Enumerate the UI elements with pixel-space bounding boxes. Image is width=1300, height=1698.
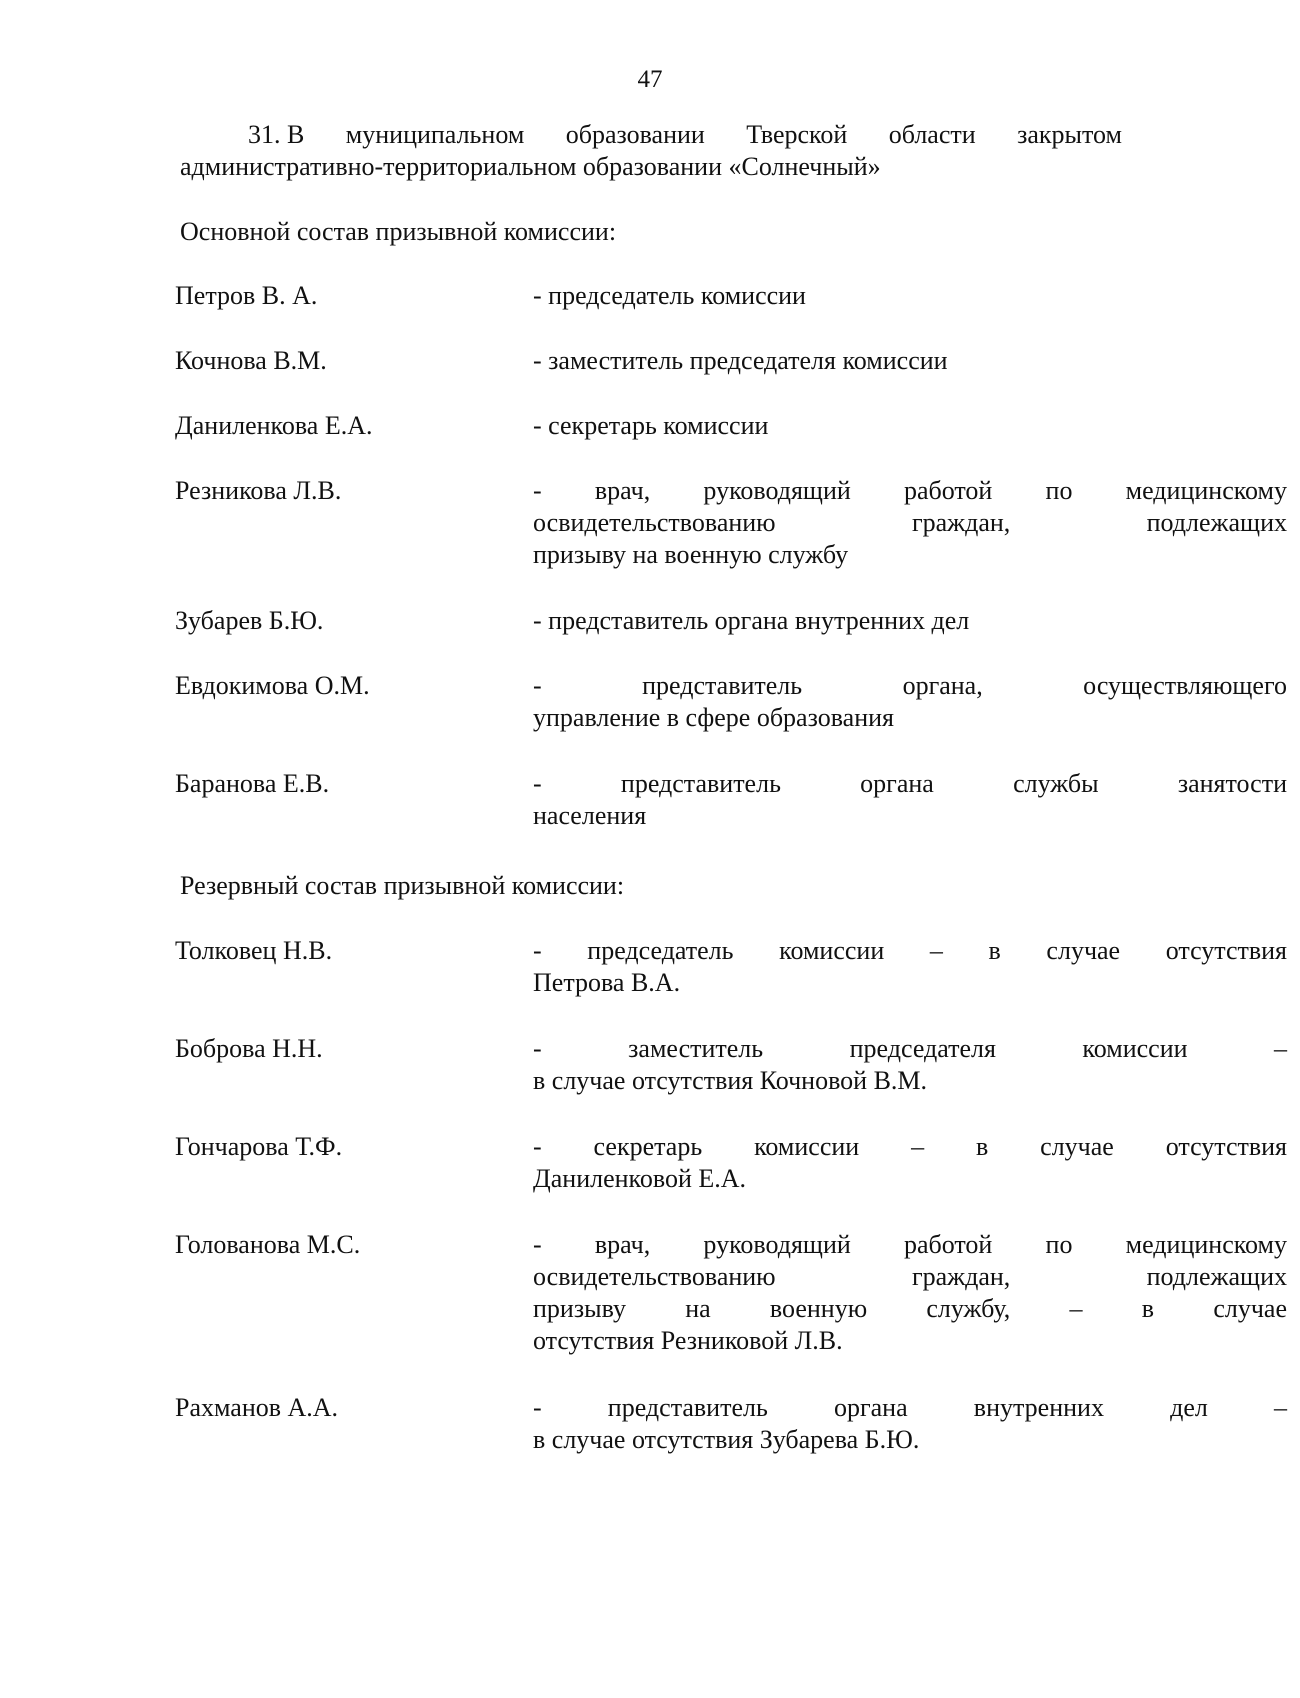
heading-word: муниципальном <box>345 120 525 149</box>
member-role-line: призыву на военную службу, – в случае <box>533 1294 1287 1323</box>
member-role <box>533 1033 1287 1097</box>
section-heading <box>180 119 1122 183</box>
member-role-line: населения <box>533 801 647 830</box>
member-name: Евдокимова О.М. <box>175 671 370 700</box>
member-name: Гончарова Т.Ф. <box>175 1132 343 1161</box>
member-role-line: - представитель органа внутренних дел – <box>533 1393 1287 1422</box>
member-name: Даниленкова Е.А. <box>175 411 373 440</box>
member-role-line: - секретарь комиссии <box>533 411 769 440</box>
member-name: Петров В. А. <box>175 281 318 310</box>
member-role <box>533 605 1287 637</box>
member-role <box>533 345 1287 377</box>
member-role-line: освидетельствованию граждан, подлежащих <box>533 1262 1287 1291</box>
heading-word: закрытом <box>1017 120 1122 149</box>
member-name: Голованова М.С. <box>175 1230 361 1259</box>
member-role <box>533 475 1287 571</box>
member-role <box>533 280 1287 312</box>
member-name: Кочнова В.М. <box>175 346 327 375</box>
heading-word: области <box>888 120 976 149</box>
member-role-line: Даниленковой Е.А. <box>533 1164 747 1193</box>
member-role <box>533 1131 1287 1195</box>
main-section-title: Основной состав призывной комиссии: <box>180 217 617 246</box>
member-name: Зубарев Б.Ю. <box>175 606 324 635</box>
member-name: Резникова Л.В. <box>175 476 342 505</box>
page-number: 47 <box>637 66 663 93</box>
member-role-line: - врач, руководящий работой по медицинскому <box>533 1230 1287 1259</box>
member-role-line: - председатель комиссии – в случае отсутствия <box>533 936 1287 965</box>
member-role-line: - представитель органа внутренних дел <box>533 606 970 635</box>
member-role-line: - представитель органа, осуществляющего <box>533 671 1287 700</box>
reserve-section-title: Резервный состав призывной комиссии: <box>180 871 625 900</box>
member-role <box>533 1392 1287 1456</box>
heading-word: 31. В <box>248 120 305 149</box>
member-role <box>533 670 1287 734</box>
member-role <box>533 768 1287 832</box>
member-role <box>533 1229 1287 1357</box>
member-name: Рахманов А.А. <box>175 1393 339 1422</box>
member-role-line: отсутствия Резниковой Л.В. <box>533 1326 843 1355</box>
member-role-line: - представитель органа службы занятости <box>533 769 1287 798</box>
member-role-line: в случае отсутствия Кочновой В.М. <box>533 1066 928 1095</box>
member-role-line: - председатель комиссии <box>533 281 806 310</box>
member-name: Толковец Н.В. <box>175 936 333 965</box>
member-role-line: призыву на военную службу <box>533 540 849 569</box>
member-name: Боброва Н.Н. <box>175 1034 323 1063</box>
heading-word: образовании <box>565 120 705 149</box>
member-role-line: Петрова В.А. <box>533 968 681 997</box>
heading-line-1 <box>180 119 1122 151</box>
heading-word: Тверской <box>746 120 848 149</box>
member-role-line: - заместитель председателя комиссии <box>533 346 948 375</box>
heading-line-2: административно-территориальном образовании «Солнечный» <box>180 152 881 181</box>
member-role-line: в случае отсутствия Зубарева Б.Ю. <box>533 1425 920 1454</box>
member-role <box>533 410 1287 442</box>
member-name: Баранова Е.В. <box>175 769 330 798</box>
member-role-line: освидетельствованию граждан, подлежащих <box>533 508 1287 537</box>
member-role-line: - врач, руководящий работой по медицинскому <box>533 476 1287 505</box>
member-role-line: - секретарь комиссии – в случае отсутствия <box>533 1132 1287 1161</box>
member-role <box>533 935 1287 999</box>
member-role-line: управление в сфере образования <box>533 703 894 732</box>
member-role-line: - заместитель председателя комиссии – <box>533 1034 1287 1063</box>
